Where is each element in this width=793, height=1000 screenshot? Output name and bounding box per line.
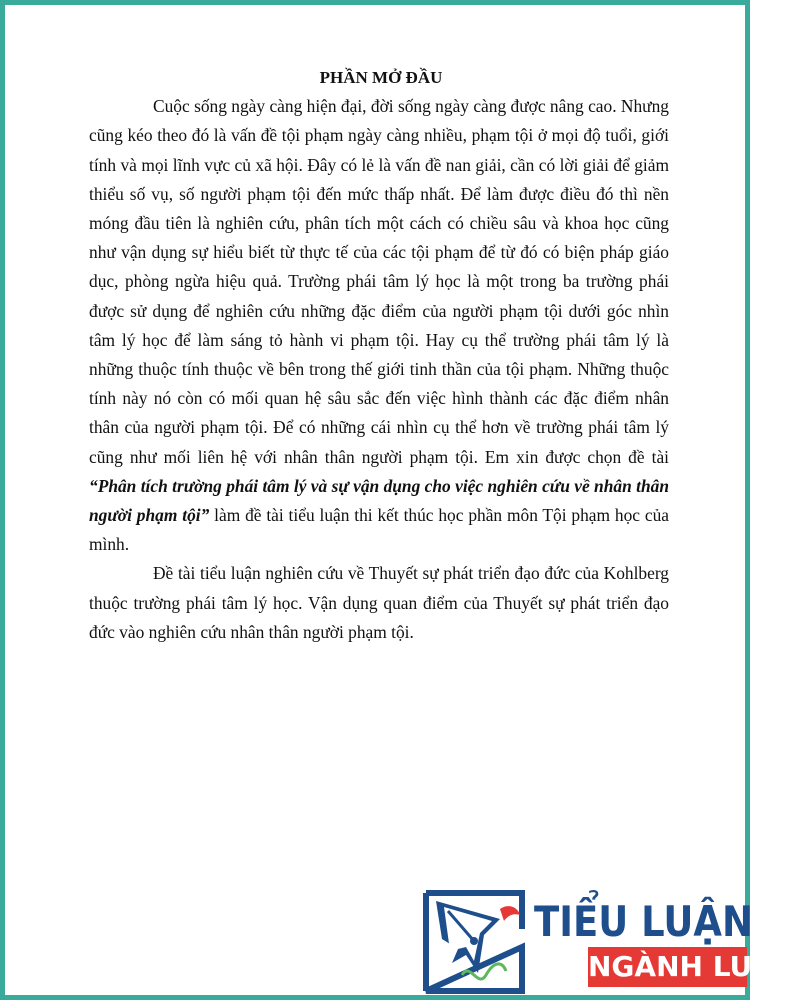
logo-text-primary: TIỂU LUẬN xyxy=(534,897,753,946)
intro-paragraph xyxy=(89,92,669,559)
thesis-topic: “Phân tích trường phái tâm lý và sự vận dụng cho việc nghiên cứu về nhân thân người phạm tội” xyxy=(89,475,669,526)
page-title: PHẦN MỞ ĐẦU xyxy=(319,68,443,87)
intro-text-start: Cuộc sống ngày càng hiện đại, đời sống ngày càng được nâng cao. Nhưng cũng kéo theo đó là vấn đề tội phạm ngày càng nhiều, phạm tội ở mọi độ tuổi, giới tính và mọi lĩnh vực củ xã hội. Đây có lẻ là vấn đề nan giải, cần có lời giải để giảm thiểu số vụ, số người phạm tội đến mức thấp nhất. Để làm được điều đó thì nền móng đầu tiên là nghiên cứu, phân tích một cách có chiều sâu và khoa học cũng như vận dụng sự hiểu biết từ thực tế của các tội phạm để từ đó có biện pháp giáo dục, phòng ngừa hiệu quả. Trường phái tâm lý học là một trong ba trường phái được sử dụng để nghiên cứu những đặc điểm của người phạm tội dưới góc nhìn tâm lý học để làm sáng tỏ hành vi phạm tội. Hay cụ thể trường phái tâm lý là những thuộc tính thuộc về bên trong thế giới tinh thần của tội phạm. Những thuộc tính này nó còn có mối quan hệ sâu sắc đến việc hình thành các đặc điểm nhân thân của người phạm tội. Để có những cái nhìn cụ thể hơn về trường phái tâm lý cũng như mối liên hệ với nhân thân người phạm tội. Em xin được chọn đề tài xyxy=(89,96,669,467)
intro-text-end: làm đề tài tiểu luận thi kết thúc học phần môn Tội phạm học của mình. xyxy=(89,505,669,555)
site-logo xyxy=(422,889,793,995)
fountain-pen-nib-icon xyxy=(422,889,526,995)
logo-text-secondary: NGÀNH LUẬT xyxy=(588,947,747,987)
document-body xyxy=(89,63,669,647)
scope-paragraph: Đề tài tiểu luận nghiên cứu về Thuyết sự phát triển đạo đức của Kohlberg thuộc trường phái tâm lý học. Vận dụng quan điểm của Thuyết sự phát triển đạo đức vào nghiên cứu nhân thân người phạm tội. xyxy=(89,563,669,642)
